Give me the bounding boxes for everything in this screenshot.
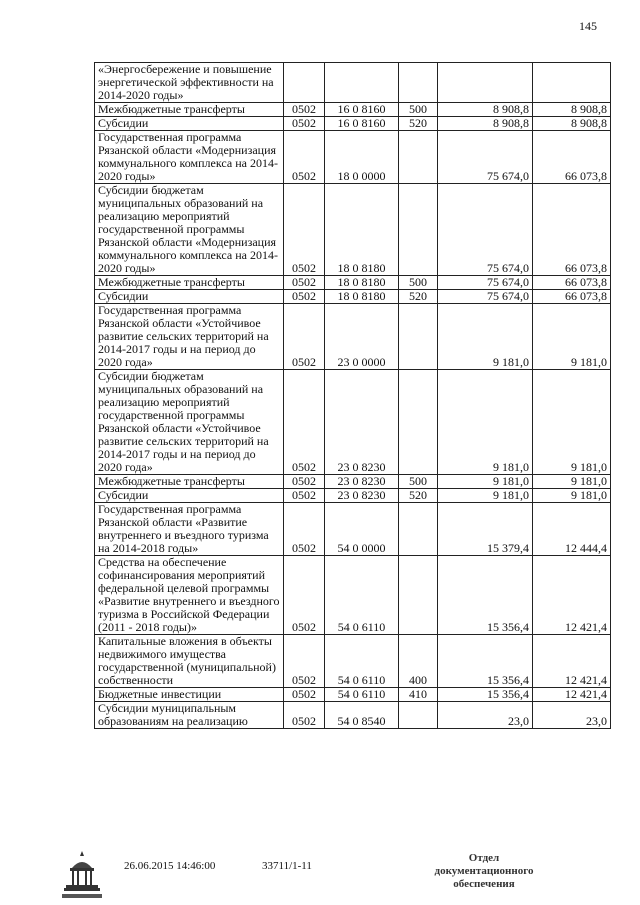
row-value-1: 15 356,4 [438,688,533,702]
table-row [95,131,611,184]
row-type: 400 [399,635,438,688]
row-code: 54 0 6110 [325,556,399,635]
row-code: 54 0 8540 [325,702,399,729]
row-value-2: 9 181,0 [533,475,611,489]
row-type: 410 [399,688,438,702]
row-value-1: 8 908,8 [438,103,533,117]
row-section: 0502 [284,556,325,635]
budget-table [94,62,611,729]
row-value-2: 9 181,0 [533,370,611,475]
row-code: 16 0 8160 [325,117,399,131]
row-section: 0502 [284,475,325,489]
table-row [95,688,611,702]
row-section: 0502 [284,117,325,131]
row-section: 0502 [284,489,325,503]
row-type [399,304,438,370]
row-value-2: 23,0 [533,702,611,729]
row-code: 18 0 8180 [325,290,399,304]
row-value-1: 9 181,0 [438,304,533,370]
row-name: Субсидии [95,290,284,304]
table-row [95,290,611,304]
row-type: 520 [399,290,438,304]
row-type [399,556,438,635]
row-value-1 [438,63,533,103]
row-name: Межбюджетные трансферты [95,103,284,117]
page-number: 145 [579,19,597,33]
table-row [95,556,611,635]
row-value-2 [533,63,611,103]
row-value-1: 9 181,0 [438,489,533,503]
row-value-1: 9 181,0 [438,370,533,475]
row-section: 0502 [284,276,325,290]
row-section: 0502 [284,304,325,370]
row-value-2: 9 181,0 [533,489,611,503]
row-value-1: 15 356,4 [438,556,533,635]
row-code: 23 0 0000 [325,304,399,370]
row-section: 0502 [284,688,325,702]
row-code: 54 0 6110 [325,688,399,702]
row-type [399,184,438,276]
row-type: 520 [399,117,438,131]
row-value-1: 15 356,4 [438,635,533,688]
row-value-2: 8 908,8 [533,117,611,131]
row-code: 18 0 0000 [325,131,399,184]
row-code: 18 0 8180 [325,276,399,290]
row-code: 23 0 8230 [325,489,399,503]
row-type: 500 [399,276,438,290]
row-type: 500 [399,103,438,117]
row-code: 16 0 8160 [325,103,399,117]
row-value-2: 66 073,8 [533,290,611,304]
row-name: Государственная программа Рязанской области «Модернизация коммунального комплекса на 2014-2020 годы» [95,131,284,184]
row-code: 23 0 8230 [325,475,399,489]
department-stamp [420,852,548,891]
row-name: Капитальные вложения в объекты недвижимого имущества государственной (муниципальной) собственности [95,635,284,688]
row-value-2: 66 073,8 [533,131,611,184]
row-type [399,63,438,103]
row-code: 23 0 8230 [325,370,399,475]
row-code [325,63,399,103]
row-type [399,131,438,184]
row-section: 0502 [284,503,325,556]
row-name: Субсидии бюджетам муниципальных образований на реализацию мероприятий государственной программы Рязанской области «Модернизация коммунального комплекса на 2014-2020 годы» [95,184,284,276]
row-name: Межбюджетные трансферты [95,276,284,290]
row-value-1: 75 674,0 [438,276,533,290]
table-row [95,63,611,103]
table-row [95,370,611,475]
stamp-line-2: обеспечения [453,878,515,890]
row-name: Государственная программа Рязанской области «Развитие внутреннего и въездного туризма на 2014-2018 годы» [95,503,284,556]
row-section: 0502 [284,635,325,688]
row-type: 520 [399,489,438,503]
row-value-2: 66 073,8 [533,276,611,290]
row-value-2: 12 421,4 [533,688,611,702]
row-name: Межбюджетные трансферты [95,475,284,489]
row-value-1: 9 181,0 [438,475,533,489]
row-value-2: 12 421,4 [533,556,611,635]
table-row [95,304,611,370]
row-section: 0502 [284,290,325,304]
row-type [399,702,438,729]
row-value-1: 75 674,0 [438,290,533,304]
row-name: Субсидии муниципальным образованиям на реализацию [95,702,284,729]
footer-date: 26.06.2015 14:46:00 [124,860,216,872]
row-name: Средства на обеспечение софинансирования мероприятий федеральной целевой программы «Развитие внутреннего и въездного туризма в Российской Федерации (2011 - 2018 годы)» [95,556,284,635]
row-type [399,370,438,475]
table-row [95,103,611,117]
footer-doc-number: 33711/1-11 [262,860,312,872]
row-value-1: 75 674,0 [438,131,533,184]
row-section: 0502 [284,131,325,184]
row-value-2: 12 444,4 [533,503,611,556]
table-row [95,635,611,688]
row-value-2: 66 073,8 [533,184,611,276]
row-name: Бюджетные инвестиции [95,688,284,702]
row-type [399,503,438,556]
row-name: Субсидии бюджетам муниципальных образований на реализацию мероприятий государственной программы Рязанской области «Устойчивое развитие сельских территорий на 2014-2017 годы и на период до 2020 года» [95,370,284,475]
table-row [95,117,611,131]
row-section: 0502 [284,370,325,475]
row-type: 500 [399,475,438,489]
row-name: «Энергосбережение и повышение энергетической эффективности на 2014-2020 годы» [95,63,284,103]
table-row [95,184,611,276]
row-section: 0502 [284,184,325,276]
table-row [95,475,611,489]
page-footer [0,848,640,905]
row-value-1: 23,0 [438,702,533,729]
row-value-1: 15 379,4 [438,503,533,556]
row-code: 18 0 8180 [325,184,399,276]
row-value-2: 8 908,8 [533,103,611,117]
table-row [95,489,611,503]
row-name: Государственная программа Рязанской области «Устойчивое развитие сельских территорий на 2014-2017 годы и на период до 2020 года» [95,304,284,370]
row-value-2: 9 181,0 [533,304,611,370]
row-code: 54 0 6110 [325,635,399,688]
duma-emblem-icon [60,848,104,900]
row-value-2: 12 421,4 [533,635,611,688]
row-name: Субсидии [95,489,284,503]
table-row [95,276,611,290]
row-section: 0502 [284,702,325,729]
row-section: 0502 [284,103,325,117]
table-row [95,702,611,729]
row-code: 54 0 0000 [325,503,399,556]
row-value-1: 75 674,0 [438,184,533,276]
table-row [95,503,611,556]
stamp-line-1: Отдел документационного [434,852,534,877]
row-section [284,63,325,103]
row-value-1: 8 908,8 [438,117,533,131]
row-name: Субсидии [95,117,284,131]
